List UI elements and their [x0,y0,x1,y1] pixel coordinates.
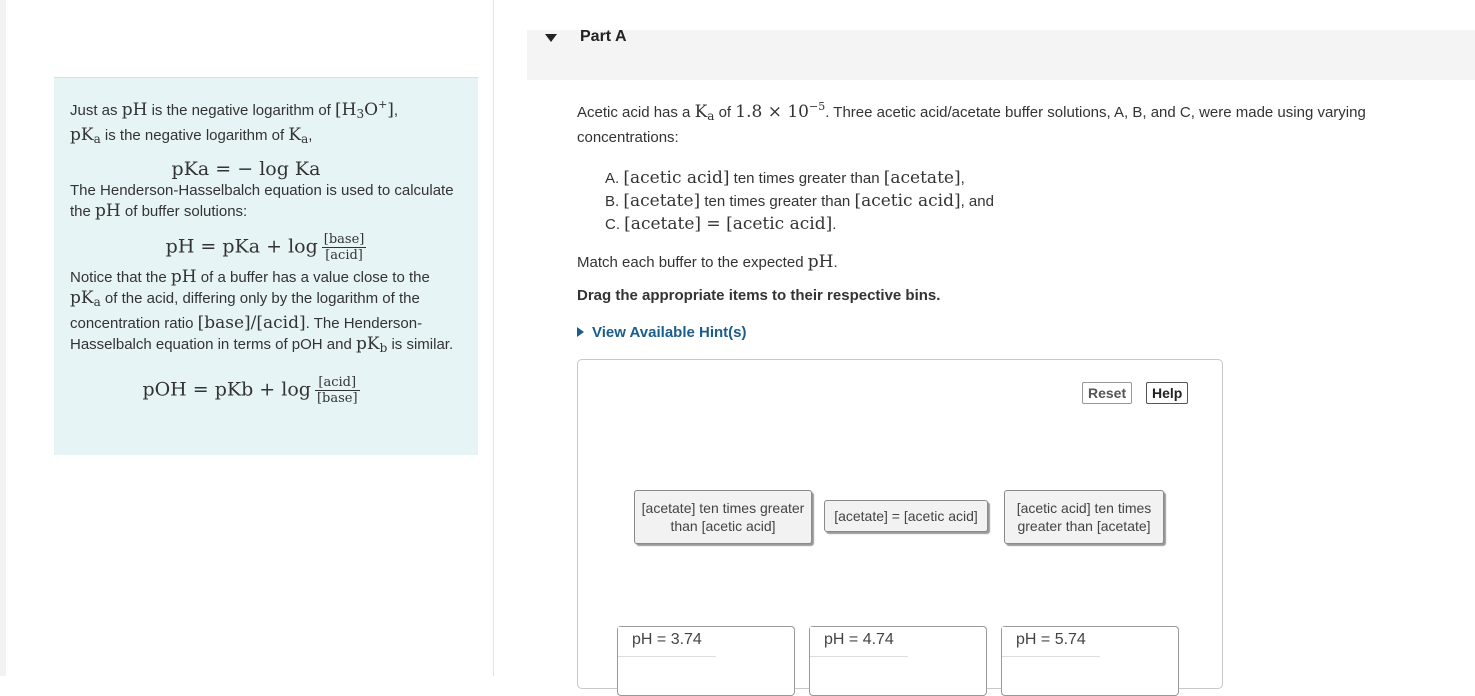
part-header[interactable] [527,30,1475,80]
drag-drop-area [577,359,1223,689]
option-a: A. [acetic acid] ten times greater than [acetate], [605,168,965,188]
drag-item-acetate-greater[interactable]: [acetate] ten times greater than [acetic acid] [634,490,812,544]
question-text: Acetic acid has a $K_a$ of $1.8 \times 10^{-5}$. Three acetic acid/acetate buffer solutions, A, B, and C, were made using varying concentrations: [577,100,1366,146]
bin-ph-4-74[interactable] [809,626,987,696]
drag-instruction: Drag the appropriate items to their respective bins. [577,287,941,304]
bin-label: pH = 5.74 [1002,627,1100,657]
intro-column [0,0,494,676]
intro-paragraph-1: Just as pH is the negative logarithm of $[H_3O^+]$, $pK_a$ is the negative logarithm of $K_a$, [70,98,399,146]
intro-paragraph-2: The Henderson-Hasselbalch equation is used to calculate the pH of buffer solutions: [70,182,454,221]
bin-ph-3-74[interactable] [617,626,795,696]
bin-label: pH = 4.74 [810,627,908,657]
caret-right-icon [577,327,584,337]
intro-paragraph-3: Notice that the pH of a buffer has a value close to the $pK_a$ of the acid, differing only by the logarithm of the concentration ratio [base]/[acid]. The Henderson-Hasselbalch equation in terms of pOH and $pK_b$ is similar. [70,267,454,355]
left-edge [0,0,6,676]
reset-button[interactable]: Reset [1082,382,1132,404]
poh-equation: pOH = pKb + log $\frac{\text{[acid]}}{\text{[base]}}$ [142,375,358,406]
pka-equation: pKa = − log Ka [171,158,321,180]
option-c: C. [acetate] = [acetic acid]. [605,214,837,234]
match-instruction: Match each buffer to the expected pH. [577,252,838,272]
henderson-hasselbalch-equation: pH = pKa + log $\frac{\text{[base]}}{\text{[acid]}}$ [165,232,365,263]
help-button[interactable]: Help [1146,382,1188,404]
intro-panel [54,77,478,455]
part-title[interactable]: Part A [580,28,627,45]
bin-label: pH = 3.74 [618,627,716,657]
drag-item-acid-greater[interactable]: [acetic acid] ten times greater than [acetate] [1004,490,1164,544]
drag-item-equal[interactable]: [acetate] = [acetic acid] [824,500,988,532]
option-b: B. [acetate] ten times greater than [acetic acid], and [605,191,994,211]
view-hints-link[interactable]: View Available Hint(s) [577,324,747,341]
bin-ph-5-74[interactable] [1001,626,1179,696]
caret-down-icon[interactable] [545,34,557,42]
buffer-options [605,167,994,236]
